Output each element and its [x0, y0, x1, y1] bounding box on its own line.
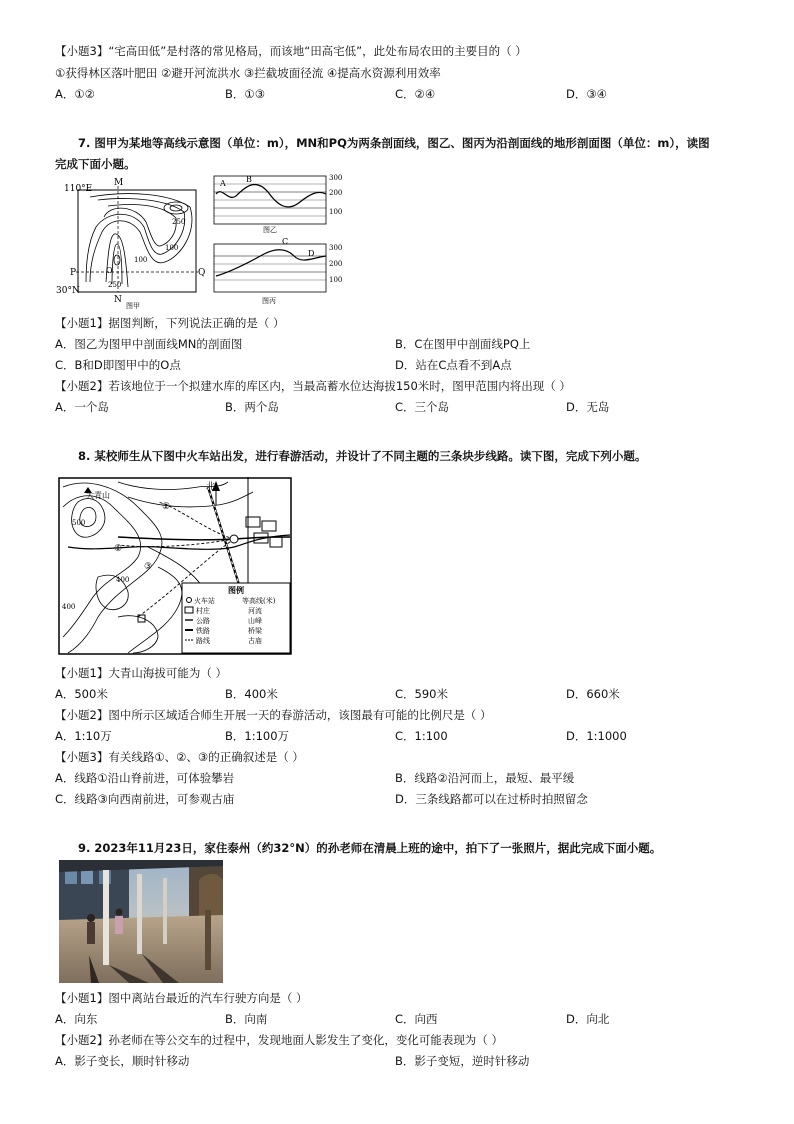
q6-sub3-option-c[interactable]: C．②④ — [395, 87, 436, 101]
q7-figure — [50, 172, 350, 312]
fig-jia-m: M — [114, 178, 124, 188]
map-route-3: ③ — [144, 562, 153, 572]
fig-yi-b: B — [246, 175, 252, 184]
map-contour-400a: 400 — [116, 576, 130, 584]
q9-title: 9. 2023年11月23日，家住泰州（约32°N）的孙老师在清晨上班的途中，拍下了一张照片，据此完成下面小题。 — [78, 841, 662, 855]
legend-peak: 山峰 — [248, 617, 262, 625]
q8-sub3-option-d[interactable]: D．三条线路都可以在过桥时拍照留念 — [395, 792, 588, 806]
q7-sub2-stem: 【小题2】若该地位于一个拟建水库的库区内，当最高蓄水位达海拔150米时，图甲范围内将出现（ ） — [55, 379, 571, 393]
q9-sub1-option-d[interactable]: D．向北 — [566, 1012, 610, 1026]
q7-sub2-option-a[interactable]: A．一个岛 — [55, 400, 109, 414]
fig-jia-p: P — [70, 268, 77, 278]
fig-jia-contour-100a: 100 — [165, 244, 179, 252]
q9-sub2-option-b[interactable]: B．影子变短，逆时针移动 — [395, 1054, 530, 1068]
q8-sub2-option-b[interactable]: B．1:100万 — [225, 729, 290, 743]
fig-bing-300: 300 — [329, 244, 343, 252]
q8-title: 8. 某校师生从下图中火车站出发，进行春游活动，并设计了不同主题的三条块步线路。读下图，完成下列小题。 — [78, 449, 647, 463]
fig-jia-lat: 30°N — [56, 286, 80, 296]
fig-jia-o: O — [106, 266, 113, 275]
legend-village: 村庄 — [196, 607, 210, 615]
map-legend-title: 图例 — [228, 585, 244, 595]
legend-river: 河流 — [248, 607, 262, 615]
fig-jia-caption: 图甲 — [126, 302, 140, 310]
q8-sub1-stem: 【小题1】大青山海拔可能为（ ） — [55, 666, 227, 680]
legend-contour: 等高线(米) — [242, 597, 276, 605]
map-contour-500: 500 — [72, 519, 86, 527]
legend-bridge: 桥梁 — [248, 627, 262, 635]
q7-sub2-option-c[interactable]: C．三个岛 — [395, 400, 450, 414]
fig-jia-contour-250a: 250 — [172, 218, 186, 226]
q9-sub1-option-c[interactable]: C．向西 — [395, 1012, 438, 1026]
q7-sub1-option-b[interactable]: B．C在图甲中剖面线PQ上 — [395, 337, 531, 351]
fig-jia-contour-250b: 250 — [108, 281, 122, 289]
q8-sub3-option-a[interactable]: A．线路①沿山脊前进，可体验攀岩 — [55, 771, 235, 785]
q7-sub2-option-d[interactable]: D．无岛 — [566, 400, 610, 414]
q8-sub2-option-a[interactable]: A．1:10万 — [55, 729, 112, 743]
q7-sub1-stem: 【小题1】据图判断，下列说法正确的是（ ） — [55, 316, 285, 330]
q9-sub1-stem: 【小题1】图中离站台最近的汽车行驶方向是（ ） — [55, 991, 308, 1005]
q7-title-line1: 7. 图甲为某地等高线示意图（单位：m），MN和PQ为两条剖面线，图乙、图丙为沿剖面线的地形剖面图（单位：m），读图 — [78, 136, 710, 150]
q8-sub1-option-d[interactable]: D．660米 — [566, 687, 620, 701]
fig-bing-caption: 图丙 — [262, 297, 276, 305]
q9-sub2-stem: 【小题2】孙老师在等公交车的过程中，发现地面人影发生了变化，变化可能表现为（ ） — [55, 1033, 503, 1047]
q7-sub2-option-b[interactable]: B．两个岛 — [225, 400, 279, 414]
fig-yi-200: 200 — [329, 189, 343, 197]
fig-jia-n: N — [114, 295, 122, 305]
q9-sub2-option-a[interactable]: A．影子变长，顺时针移动 — [55, 1054, 190, 1068]
q6-sub3-stem: 【小题3】“宅高田低”是村落的常见格局，而该地“田高宅低”，此处布局农田的主要目的（ ） — [55, 44, 527, 58]
fig-yi-100: 100 — [329, 208, 343, 216]
q8-sub1-option-b[interactable]: B．400米 — [225, 687, 278, 701]
q8-map — [58, 477, 292, 655]
fig-yi-caption: 图乙 — [263, 226, 277, 234]
map-route-1: ① — [114, 544, 123, 554]
fig-jia-contour-100b: 100 — [134, 256, 148, 264]
fig-yi-300: 300 — [329, 174, 343, 182]
map-route-2: ② — [162, 502, 171, 512]
legend-road: 公路 — [196, 617, 210, 625]
figure-yi-profile — [214, 174, 342, 234]
bus-stop-photo — [59, 860, 223, 983]
q6-sub3-option-a[interactable]: A．①② — [55, 87, 95, 101]
fig-yi-a: A — [220, 179, 226, 188]
q6-sub3-option-b[interactable]: B．①③ — [225, 87, 266, 101]
q7-sub1-option-a[interactable]: A．图乙为图甲中剖面线MN的剖面图 — [55, 337, 243, 351]
q6-sub3-option-d[interactable]: D．③④ — [566, 87, 607, 101]
figure-bing-profile — [214, 237, 342, 305]
q7-sub1-option-c[interactable]: C．B和D即图甲中的O点 — [55, 358, 181, 372]
q8-sub2-stem: 【小题2】图中所示区域适合师生开展一天的春游活动，该图最有可能的比例尺是（ ） — [55, 708, 492, 722]
fig-jia-q: Q — [198, 268, 206, 278]
q8-sub2-option-c[interactable]: C．1:100 — [395, 729, 448, 743]
q8-sub3-option-b[interactable]: B．线路②沿河而上，最短、最平缓 — [395, 771, 575, 785]
map-north: 北 — [206, 482, 216, 492]
fig-jia-lon: 110°E — [64, 184, 93, 194]
legend-route: 路线 — [196, 637, 210, 645]
fig-bing-c: C — [282, 237, 289, 246]
map-contour-400b: 400 — [62, 603, 76, 611]
q9-sub1-option-b[interactable]: B．向南 — [225, 1012, 268, 1026]
q7-title-line2: 完成下面小题。 — [55, 157, 136, 171]
legend-station: 火车站 — [194, 597, 215, 605]
figure-jia-contour-map — [56, 178, 205, 310]
fig-bing-d: D — [308, 249, 315, 258]
fig-bing-100: 100 — [329, 276, 343, 284]
q8-sub1-option-c[interactable]: C．590米 — [395, 687, 448, 701]
q8-sub3-stem: 【小题3】有关线路①、②、③的正确叙述是（ ） — [55, 750, 304, 764]
q8-sub2-option-d[interactable]: D．1:1000 — [566, 729, 627, 743]
q6-sub3-items: ①获得林区落叶肥田 ②避开河流洪水 ③拦截坡面径流 ④提高水资源利用效率 — [55, 66, 441, 80]
fig-bing-200: 200 — [329, 260, 343, 268]
q8-sub3-option-c[interactable]: C．线路③向西南前进，可参观古庙 — [55, 792, 235, 806]
legend-railway: 铁路 — [196, 627, 210, 635]
q8-sub1-option-a[interactable]: A．500米 — [55, 687, 108, 701]
map-mountain-name: 大青山 — [86, 491, 110, 500]
legend-temple: 古庙 — [248, 637, 262, 645]
q9-sub1-option-a[interactable]: A．向东 — [55, 1012, 98, 1026]
q7-sub1-option-d[interactable]: D．站在C点看不到A点 — [395, 358, 512, 372]
